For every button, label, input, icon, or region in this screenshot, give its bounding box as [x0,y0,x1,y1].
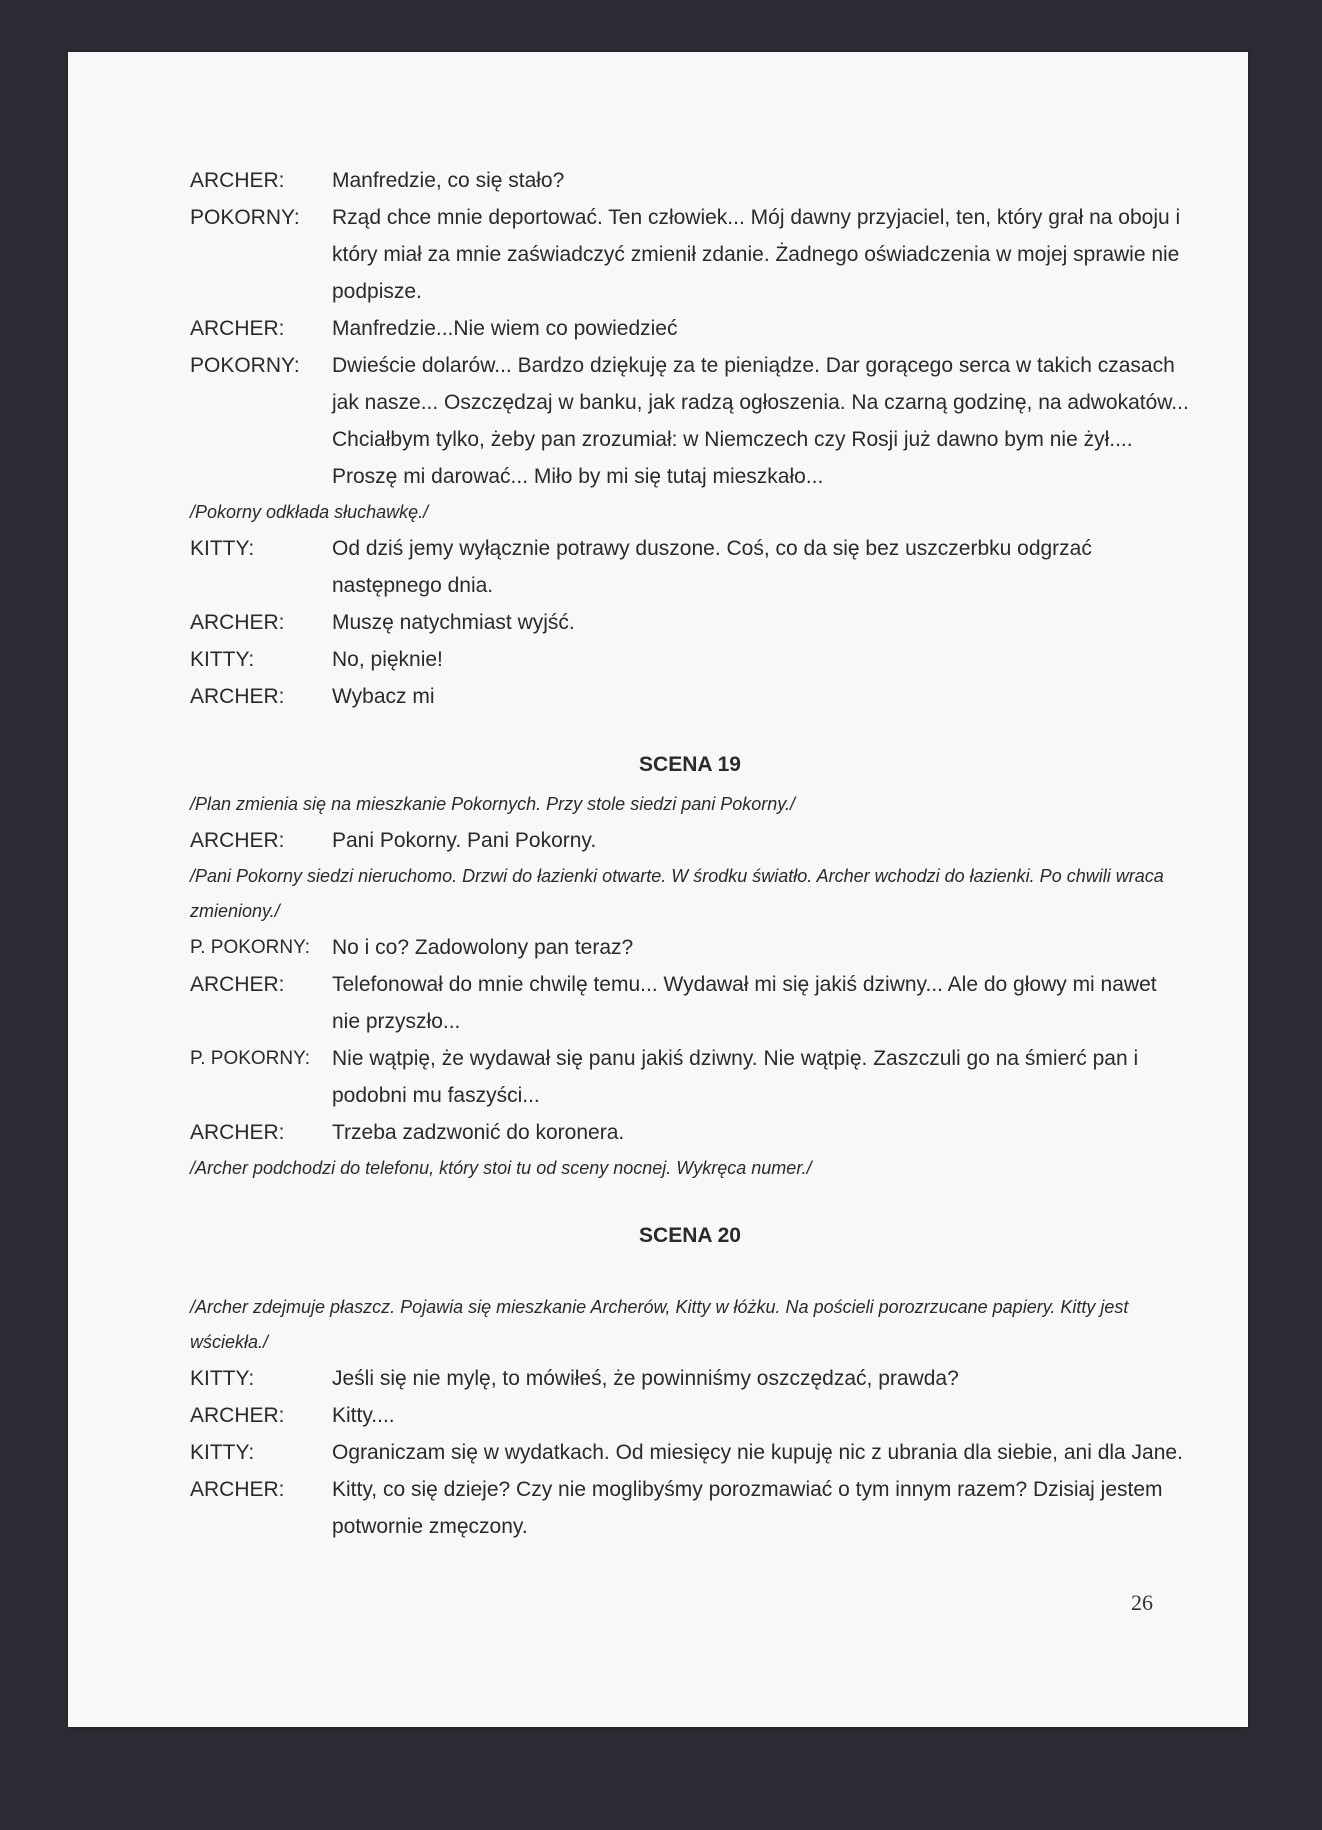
speaker-name: P. POKORNY: [190,1048,311,1069]
dialogue-text: Manfredzie...Nie wiem co powiedzieć [332,317,678,340]
dialogue-text: Ograniczam się w wydatkach. Od miesięcy nie kupuję nic z ubrania dla siebie, ani dla Jane. [332,1441,1183,1464]
stage-direction: /Archer podchodzi do telefonu, który stoi tu od sceny nocnej. Wykręca numer./ [190,1158,812,1178]
stage-direction: /Pokorny odkłada słuchawkę./ [190,502,429,522]
dialogue-text: Kitty.... [332,1404,395,1427]
dialogue-text: Rząd chce mnie deportować. Ten człowiek... Mój dawny przyjaciel, ten, który grał na oboju i który miał za mnie zaświadczyć zmienił zdanie. Żadnego oświadczenia w mojej sprawie nie podpisze. [332,206,1181,303]
dialogue-text: Telefonował do mnie chwilę temu... Wydawał mi się jakiś dziwny... Ale do głowy mi nawet nie przyszło... [332,973,1157,1033]
dialogue-line [190,929,1190,966]
script-page [68,52,1248,1727]
dialogue-line [190,199,1190,310]
speaker-name: ARCHER: [190,685,285,708]
speaker-name: ARCHER: [190,611,285,634]
speaker-name: POKORNY: [190,206,300,229]
speaker-name: KITTY: [190,1441,255,1464]
dialogue-line [190,678,1190,715]
dialogue-text: Kitty, co się dzieje? Czy nie moglibyśmy porozmawiać o tym innym razem? Dzisiaj jestem potwornie zmęczony. [332,1478,1163,1538]
speaker-name: ARCHER: [190,1478,285,1501]
speaker-name: ARCHER: [190,973,285,996]
dialogue-text: Pani Pokorny. Pani Pokorny. [332,829,597,852]
speaker-name: ARCHER: [190,1121,285,1144]
scene-heading: SCENA 20 [639,1224,741,1247]
dialogue-line [190,1397,1190,1434]
dialogue-line [190,966,1190,1040]
speaker-name: ARCHER: [190,829,285,852]
dialogue-line [190,1114,1190,1151]
dialogue-line [190,822,1190,859]
speaker-name: KITTY: [190,1367,255,1390]
dialogue-line [190,1360,1190,1397]
dialogue-line [190,641,1190,678]
dialogue-line [190,1434,1190,1471]
speaker-name: ARCHER: [190,1404,285,1427]
stage-direction: /Plan zmienia się na mieszkanie Pokornych. Przy stole siedzi pani Pokorny./ [190,794,795,814]
dialogue-line [190,310,1190,347]
dialogue-text: No i co? Zadowolony pan teraz? [332,936,634,959]
dialogue-text: Od dziś jemy wyłącznie potrawy duszone. Coś, co da się bez uszczerbku odgrzać następnego dnia. [332,537,1092,597]
speaker-name: POKORNY: [190,354,300,377]
dialogue-line [190,1040,1190,1114]
dialogue-line [190,530,1190,604]
page-number: 26 [1131,1590,1153,1615]
dialogue-line [190,162,1190,199]
dialogue-line [190,347,1190,495]
speaker-name: KITTY: [190,537,255,560]
dialogue-text: Wybacz mi [332,685,435,708]
dialogue-text: Jeśli się nie mylę, to mówiłeś, że powinniśmy oszczędzać, prawda? [332,1367,959,1390]
speaker-name: ARCHER: [190,169,285,192]
dialogue-line [190,1471,1190,1545]
dialogue-text: Dwieście dolarów... Bardzo dziękuję za te pieniądze. Dar gorącego serca w takich czasach jak nasze... Oszczędzaj w banku, jak radzą ogłoszenia. Na czarną godzinę, na adwokatów... Chciałbym tylko, żeby pan zrozumiał: w Niemczech czy Rosji już dawno bym nie żył.... Proszę mi darować... Miło by mi się tutaj mieszkało... [332,354,1189,488]
scene-heading: SCENA 19 [639,753,741,776]
dialogue-line [190,604,1190,641]
stage-direction: /Archer zdejmuje płaszcz. Pojawia się mieszkanie Archerów, Kitty w łóżku. Na pościeli porozrzucane papiery. Kitty jest wściekła./ [190,1297,1129,1352]
spacer [190,1258,1190,1290]
stage-direction: /Pani Pokorny siedzi nieruchomo. Drzwi do łazienki otwarte. W środku światło. Archer wchodzi do łazienki. Po chwili wraca zmieniony./ [190,866,1164,921]
dialogue-text: Nie wątpię, że wydawał się panu jakiś dziwny. Nie wątpię. Zaszczuli go na śmierć pan i podobni mu faszyści... [332,1047,1139,1107]
dialogue-text: No, pięknie! [332,648,443,671]
page-content [190,162,1190,1545]
dialogue-text: Trzeba zadzwonić do koronera. [332,1121,625,1144]
speaker-name: KITTY: [190,648,255,671]
dialogue-text: Manfredzie, co się stało? [332,169,565,192]
dialogue-text: Muszę natychmiast wyjść. [332,611,575,634]
speaker-name: ARCHER: [190,317,285,340]
speaker-name: P. POKORNY: [190,937,311,958]
